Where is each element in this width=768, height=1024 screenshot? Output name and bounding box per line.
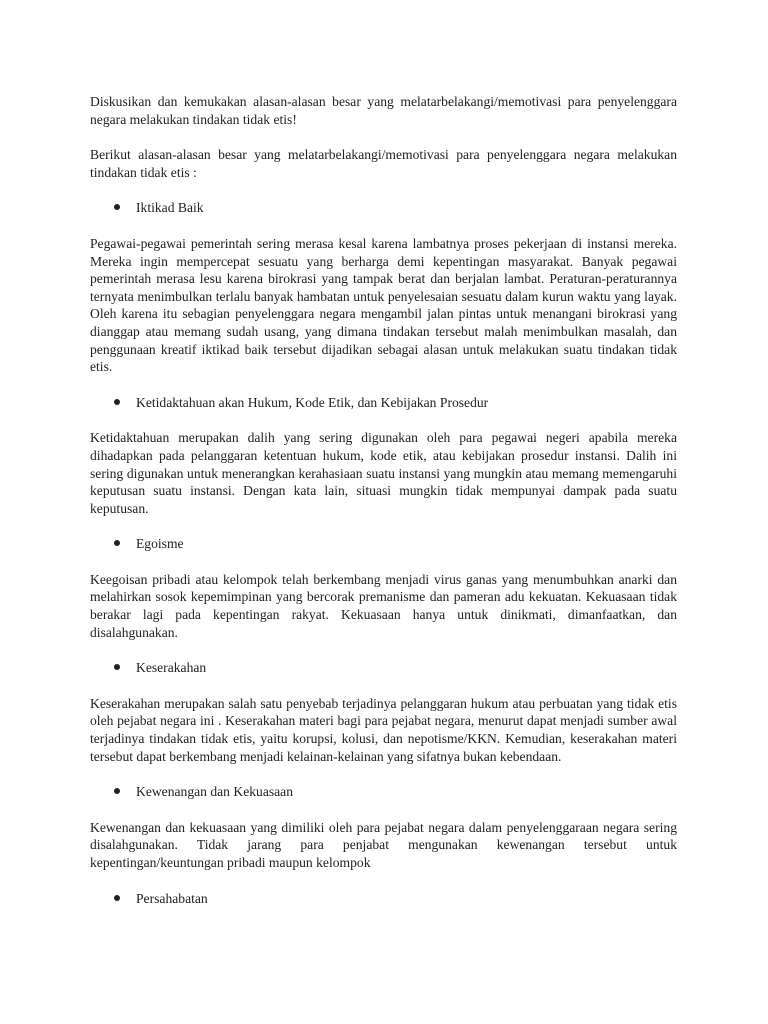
section-heading-egoisme bbox=[90, 535, 677, 553]
question-paragraph: Diskusikan dan kemukakan alasan-alasan besar yang melatarbelakangi/memotivasi para penyelenggara negara melakukan tindakan tidak etis! bbox=[90, 94, 677, 127]
section-body-ketidaktahuan: Ketidaktahuan merupakan dalih yang sering digunakan oleh para pegawai negeri apabila mereka dihadapkan pada pelanggaran ketentuan hukum, kode etik, atau kebijakan prosedur instansi. Dalih ini sering digunakan untuk menerangkan kerahasiaan suatu instansi yang mungkin atau memang memengaruhi keputusan suatu instansi. Dengan kata lain, situasi mungkin tidak mempunyai dampak pada suatu keputusan. bbox=[90, 430, 677, 516]
bullet-icon bbox=[114, 788, 120, 794]
section-heading-text: Ketidaktahuan akan Hukum, Kode Etik, dan Kebijakan Prosedur bbox=[136, 394, 489, 410]
section-heading-text: Persahabatan bbox=[136, 890, 208, 906]
bullet-icon bbox=[114, 399, 120, 405]
bullet-icon bbox=[114, 664, 120, 670]
section-heading-persahabatan bbox=[90, 890, 677, 908]
bullet-icon bbox=[114, 204, 120, 210]
section-heading-keserakahan bbox=[90, 659, 677, 677]
section-heading-text: Iktikad Baik bbox=[136, 200, 204, 216]
section-body-egoisme: Keegoisan pribadi atau kelompok telah berkembang menjadi virus ganas yang menumbuhkan anarki dan melahirkan sosok kepemimpinan yang bercorak premanisme dan pameran adu kekuatan. Kekuasaan tidak berakar lagi pada kepentingan rakyat. Kekuasaan hanya untuk dinikmati, dimanfaatkan, dan disalahgunakan. bbox=[90, 571, 677, 640]
section-body-keserakahan: Keserakahan merupakan salah satu penyebab terjadinya pelanggaran hukum atau perbuatan yang tidak etis oleh pejabat negara ini . Keserakahan materi bagi para pejabat negara, menurut dapat menjadi sumber awal terjadinya tindakan tidak etis, yaitu korupsi, kolusi, dan nepotisme/KKN. Kemudian, keserakahan materi tersebut dapat berkembang menjadi kelainan-kelainan yang sifatnya bukan kebendaan. bbox=[90, 695, 677, 764]
section-heading-kewenangan bbox=[90, 783, 677, 801]
bullet-icon bbox=[114, 540, 120, 546]
section-body-iktikad-baik: Pegawai-pegawai pemerintah sering merasa kesal karena lambatnya proses pekerjaan di instansi mereka. Mereka ingin mempercepat sesuatu yang berharga demi kepentingan masyarakat. Banyak pegawai pemerintah merasa lesu karena birokrasi yang tampak berat dan berjalan lambat. Peraturan-peraturannya ternyata menimbulkan terlalu banyak hambatan untuk penyelesaian sesuatu dalam kurun waktu yang layak. Oleh karena itu sebagian penyelenggara negara mengambil jalan pintas untuk menangani birokrasi yang dianggap atau memang sudah usang, yang dimana tindakan tersebut malah menimbulkan masalah, dan penggunaan kreatif iktikad baik tersebut dijadikan sebagai alasan untuk melakukan suatu tindakan tidak etis. bbox=[90, 235, 677, 375]
section-heading-iktikad-baik bbox=[90, 199, 677, 217]
section-heading-text: Kewenangan dan Kekuasaan bbox=[136, 784, 294, 800]
lead-paragraph: Berikut alasan-alasan besar yang melatarbelakangi/memotivasi para penyelenggara negara melakukan tindakan tidak etis : bbox=[90, 147, 677, 180]
document-page bbox=[90, 93, 677, 925]
section-heading-text: Egoisme bbox=[136, 536, 184, 552]
bullet-icon bbox=[114, 895, 120, 901]
section-heading-ketidaktahuan bbox=[90, 394, 677, 412]
section-heading-text: Keserakahan bbox=[136, 660, 207, 676]
section-body-kewenangan: Kewenangan dan kekuasaan yang dimiliki oleh para pejabat negara dalam penyelenggaraan negara sering disalahgunakan. Tidak jarang para penjabat mengunakan kewenangan tersebut untuk kepentingan/keuntungan pribadi maupun kelompok bbox=[90, 819, 677, 870]
